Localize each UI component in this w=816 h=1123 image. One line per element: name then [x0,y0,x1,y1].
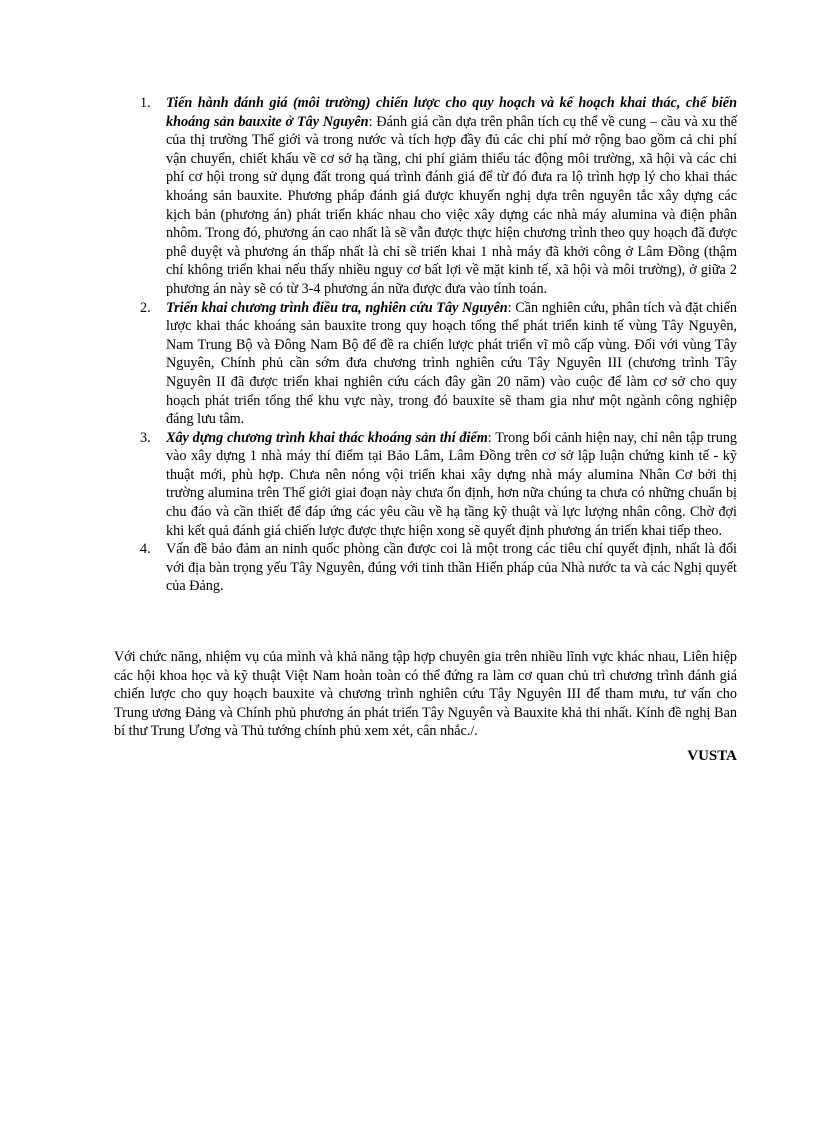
item-body: : Đánh giá cần dựa trên phân tích cụ thể về cung – cầu và xu thế của thị trường Thế giới và trong nước và tích hợp đầy đủ các chi phí mở rộng bao gồm cả chi phí vận chuyển, chiết khấu về cơ sở hạ tầng, chi phí giảm thiểu tác động môi trường, xã hội và các chi phí cơ hội trong sử dụng đất trong quá trình đánh giá để từ đó đưa ra lộ trình hợp lý cho khai thác khoáng sản bauxite. Phương pháp đánh giá được khuyến nghị dựa trên nguyên tắc xây dựng các kịch bản (phương án) phát triển khác nhau cho việc xây dựng các nhà máy alumina và điện phân nhôm. Trong đó, phương án cao nhất là sẽ vẫn được thực hiện chương trình theo quy hoạch đã được phê duyệt và phương án thấp nhất là chỉ sẽ triển khai 1 nhà máy đã khởi công ở Lâm Đồng (thậm chí không triển khai nếu thấy nhiều nguy cơ bất lợi về mặt kinh tế, xã hội và môi trường), ở giữa 2 phương án này sẽ có từ 3-4 phương án nữa được đưa vào tính toán. [166,113,737,297]
item-body: Vấn đề bảo đảm an ninh quốc phòng cần được coi là một trong các tiêu chí quyết định, nhất là đối với địa bàn trọng yếu Tây Nguyên, đúng với tinh thần Hiến pháp của Nhà nước ta và các Nghị quyết của Đảng. [166,541,737,595]
item-body: : Trong bối cảnh hiện nay, chỉ nên tập trung vào xây dựng 1 nhà máy thí điểm tại Bảo Lâm, Lâm Đồng trên cơ sở lập luận chứng kinh tế - kỹ thuật mới, phù hợp. Chưa nên nóng vội triển khai xây dựng nhà máy alumina Nhân Cơ bởi thị trường alumina trên Thế giới giai đoạn này chưa ổn định, hơn nữa chúng ta chưa có những chuẩn bị chu đáo và cần thiết để đáp ứng các yêu cầu về hạ tầng kỹ thuật và lực lượng nhân công. Chờ đợi khi kết quả đánh giá chiến lược được thực hiện xong sẽ quyết định phương án triển khai tiếp theo. [166,429,738,539]
item-lead: Triển khai chương trình điều tra, nghiên cứu Tây Nguyên [166,299,508,316]
item-body: : Cần nghiên cứu, phân tích và đặt chiến lược khai thác khoáng sản bauxite trong quy hoạch tổng thể phát triển kinh tế vùng Tây Nguyên, Nam Trung Bộ và Đông Nam Bộ để đề ra chiến lược phát triển vĩ mô cấp vùng. Đối với vùng Tây Nguyên, Chính phủ cần sớm đưa chương trình nghiên cứu Tây Nguyên III (chương trình Tây Nguyên II đã được triển khai nghiên cứu cách đây gần 20 năm) vào cuộc để làm cơ sở cho quy hoạch phát triển tổng thể khu vực này, trong đó bauxite sẽ tham gia như một ngành công nghiệp đáng lưu tâm. [166,299,737,428]
closing-paragraph: Với chức năng, nhiệm vụ của mình và khả năng tập hợp chuyên gia trên nhiều lĩnh vực khác nhau, Liên hiệp các hội khoa học và kỹ thuật Việt Nam hoàn toàn có thể đứng ra làm cơ quan chủ trì chương trình đánh giá chiến lược cho quy hoạch bauxite và chương trình nghiên cứu Tây Nguyên III để tham mưu, tư vấn cho Trung ương Đảng và Chính phủ phương án phát triển Tây Nguyên và Bauxite khả thi nhất. Kính đề nghị Ban bí thư Trung Ương và Thủ tướng chính phủ xem xét, cân nhắc./. [114,649,737,740]
item-number: 3. [140,429,151,446]
item-number: 4. [140,541,151,558]
item-number: 1. [140,95,151,111]
recommendation-list [140,94,738,596]
list-item [140,94,737,299]
list-item [140,429,738,541]
list-item [140,540,737,596]
item-lead: Xây dựng chương trình khai thác khoáng sản thí điểm [166,429,488,446]
list-item [140,299,737,429]
signature: VUSTA [687,748,737,764]
item-lead: Tiến hành đánh giá (môi trường) chiến lược cho quy hoạch và kế hoạch khai thác, chế biến khoáng sản bauxite ở Tây Nguyên [166,95,737,130]
item-number: 2. [140,299,151,316]
